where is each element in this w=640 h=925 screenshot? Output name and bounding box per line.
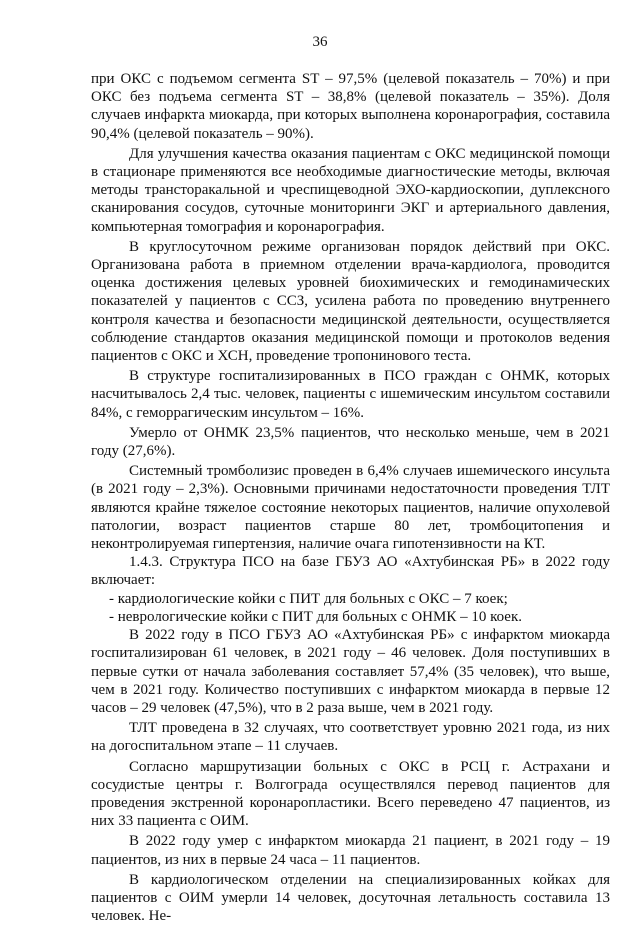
paragraph: ТЛТ проведена в 32 случаях, что соответствует уровню 2021 года, из них на догоспитальном этапе – 11 случаев. [91,720,610,755]
document-body [91,70,610,925]
paragraph: В кардиологическом отделении на специализированных койках для пациентов с ОИМ умерли 14 человек, досуточная летальность составила 13 человек. Не- [91,871,610,925]
paragraph: Системный тромболизис проведен в 6,4% случаев ишемического инсульта (в 2021 году – 2,3%). Основными причинами недостаточности проведения ТЛТ являются крайне тяжелое состояние некоторых пациентов, наличие опухолевой патологии, возраст пациентов старше 80 лет, тромбоцитопения и неконтролируемая гипертензия, наличие очага гипотензивности на КТ. [91,463,610,553]
list-item: - кардиологические койки с ПИТ для больных с ОКС – 7 коек; [109,590,508,607]
paragraph: Согласно маршрутизации больных с ОКС в РСЦ г. Астрахани и сосудистые центры г. Волгограда осуществлялся перевод пациентов для проведения экстренной коронаропластики. Всего переведено 47 пациентов, из них 33 пациента с ОИМ. [91,758,610,830]
paragraph: В круглосуточном режиме организован порядок действий при ОКС. Организована работа в приемном отделении врача-кардиолога, проводится оценка достижения целевых уровней биохимических и гемодинамических показателей у пациентов с ССЗ, усилена работа по проведению внутреннего контроля качества и безопасности медицинской деятельности, осуществляется соблюдение стандартов оказания медицинской помощи и протоколов ведения пациентов с ОКС и ХСН, проведение тропонинового теста. [91,238,610,365]
page-number: 36 [312,34,328,50]
section-heading-paragraph: 1.4.3. Структура ПСО на базе ГБУЗ АО «Ахтубинская РБ» в 2022 году включает: [91,554,610,589]
list-item: - неврологические койки с ПИТ для больных с ОНМК – 10 коек. [109,608,522,625]
paragraph: В 2022 году умер с инфарктом миокарда 21 пациент, в 2021 году – 19 пациентов, из них в первые 24 часа – 11 пациентов. [91,833,610,868]
paragraph: В 2022 году в ПСО ГБУЗ АО «Ахтубинская РБ» с инфарктом миокарда госпитализирован 61 человек, в 2021 году – 46 человек. Доля поступивших в первые сутки от начала заболевания составляет 57,4% (35 человек), что выше, чем в 2021 году. Количество поступивших с инфарктом миокарда в первые 12 часов – 29 человек (47,5%), что в 2 раза выше, чем в 2021 году. [91,627,610,716]
paragraph: В структуре госпитализированных в ПСО граждан с ОНМК, которых насчитывалось 2,4 тыс. человек, пациенты с ишемическим инсультом составили 84%, с геморрагическим инсультом – 16%. [91,368,610,421]
paragraph: Умерло от ОНМК 23,5% пациентов, что несколько меньше, чем в 2021 году (27,6%). [91,424,610,460]
paragraph: при ОКС с подъемом сегмента ST – 97,5% (целевой показатель – 70%) и при ОКС без подъема сегмента ST – 38,8% (целевой показатель – 35%). Доля случаев инфаркта миокарда, при которых выполнена коронарография, составила 90,4% (целевой показатель – 90%). [91,71,610,142]
paragraph: Для улучшения качества оказания пациентам с ОКС медицинской помощи в стационаре применяются все необходимые диагностические методы, включая методы трансторакальной и чреспищеводной ЭХО-кардиоскопии, дуплексного сканирования сосудов, суточные мониторинги ЭКГ и артериального давления, компьютерная томография и коронарография. [91,145,610,235]
